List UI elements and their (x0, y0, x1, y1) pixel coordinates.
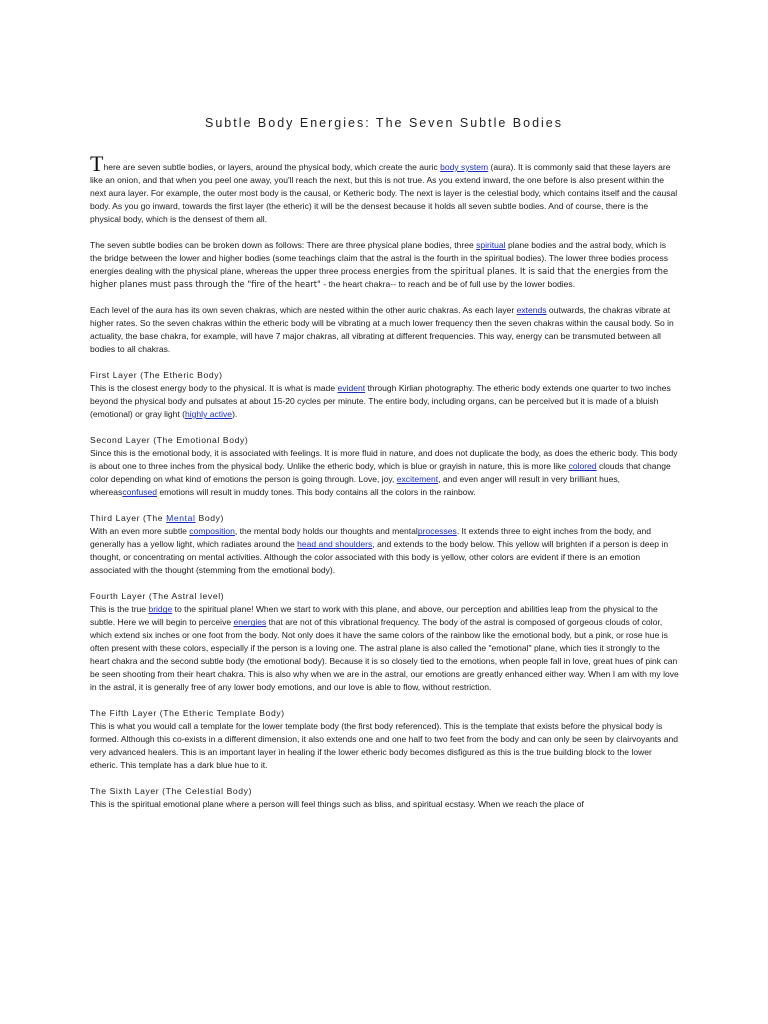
section-text: With an even more subtle composition, the mental body holds our thoughts and mentalprocesses. It extends three to eight inches from the body, and generally has a yellow light, which radiates around the head and shoulders, and extends to the body below. This yellow will brighten if a person is deep in thought, or concentrating on mental activities. Although the color associated with this body is yellow, other colors are evident if there is an emotion associated with the thought (stemming from the emotional body). (90, 526, 669, 576)
page-title: Subtle Body Energies: The Seven Subtle Bodies (205, 116, 563, 130)
section-third-layer (90, 512, 680, 577)
link-highly-active[interactable]: highly active (185, 409, 233, 419)
intro-paragraph: There are seven subtle bodies, or layers, around the physical body, which create the auric body system (aura). It is commonly said that these layers are like an onion, and that when you peel one away, you'll reach the next, but this is not true. As you extend inward, the one before is also present within the next aura layer. For example, the outer most body is the causal, or Ketheric body. The next is layer is the celestial body, which contains itself and the causal body. As you go inward, towards the first layer (the etheric) it will be the densest because it holds all seven subtle bodies. And of course, there is the physical body, which is the densest of them all. (90, 151, 678, 224)
link-head-and-shoulders[interactable]: head and shoulders (297, 539, 373, 550)
link-spiritual[interactable]: spiritual (476, 240, 506, 251)
link-processes[interactable]: processes (417, 526, 457, 537)
section-heading: The Sixth Layer (The Celestial Body) (90, 786, 253, 797)
link-body-system[interactable]: body system (440, 162, 489, 172)
section-heading: The Fifth Layer (The Etheric Template Body) (90, 708, 285, 719)
section-text: This is the true bridge to the spiritual plane! When we start to work with this plane, and above, our perception and abilities leap from the physical to the subtle. Here we will begin to perceive energies that are not of this vibrational frequency. The body of the astral is composed of gorgeous clouds of color, which extend six inches or one foot from the body. Not only does it have the same colors of the rainbow like the emotional body, but a pink, or rose hue is often present with these colors, especially if the person is a loving one. The astral plane is also called the "emotional" plane, which ties it strongly to the heart chakra and the second subtle body (the emotional body). Because it is so closely tied to the emotions, when people fall in love, great hues of pink can be seen shooting from their heart chakra. This is also why when we are in the astral, our emotions are greatly enhanced either way. When I am with my love in the astral, it is generally free of any lower body emotions, and our love is able to flow, without restriction. (90, 604, 679, 692)
section-sixth-layer (90, 785, 680, 811)
drop-cap: T (90, 151, 104, 176)
link-evident[interactable]: evident (337, 383, 366, 394)
link-mental[interactable]: Mental (166, 513, 196, 524)
section-fifth-layer (90, 707, 680, 772)
link-confused[interactable]: confused (122, 487, 158, 498)
paragraph-subtle-bodies-breakdown: The seven subtle bodies can be broken down as follows: There are three physical plane bodies, three spiritual plane bodies and the astral body, which is the bridge between the lower and higher bodies (some teachings claim that the astral is the fourth in the spiritual bodies). The lower three bodies process energies dealing with the physical plane, whereas the upper three process energies from the spiritual planes. It is said that the energies from the higher planes must pass through the "fire of the heart" - the heart chakra-- to reach and be of full use by the lower bodies. (90, 240, 669, 289)
paragraph-chakras: Each level of the aura has its own seven chakras, which are nested within the other auric chakras. As each layer extends outwards, the chakras vibrate at higher rates. So the seven chakras within the etheric body will be vibrating at a much lower frequency then the seven chakras within the causal body. So in actuality, the base chakra, for example, will have 7 major chakras, all vibrating at different frequencies. This way, energy can be transmuted between all bodies to all chakras. (90, 305, 674, 354)
section-fourth-layer (90, 590, 680, 693)
section-first-layer (90, 369, 680, 421)
highlighted-text: energies from the spiritual planes. It is said that the energies from the higher planes must pass through the "fire of the heart" (90, 265, 669, 289)
section-text: This is what you would call a template for the lower template body (the first body referenced). This is the template that exists before the physical body is formed. Although this co-exists in a different dimension, it also extends one and one half to two feet from the body and can only be seen by clairvoyants and very advanced healers. This is an important layer in healing if the lower etheric body becomes disfigured as this is the true building block to the lower etheric. This template has a dark blue hue to it. (90, 721, 679, 770)
link-extends[interactable]: extends (516, 305, 547, 316)
link-composition[interactable]: composition (189, 526, 235, 537)
article-body (90, 151, 680, 825)
section-heading: Second Layer (The Emotional Body) (90, 435, 249, 446)
link-energies[interactable]: energies (233, 617, 267, 628)
section-heading: First Layer (The Etheric Body) (90, 370, 223, 381)
section-heading: Third Layer (The Mental Body) (90, 513, 224, 524)
section-text: This is the closest energy body to the physical. It is what is made evident through Kirlian photography. The etheric body extends one quarter to two inches beyond the physical body and pulsates at about 15-20 cycles per minute. The entire body, including organs, can be perceived but it is made of a bluish (emotional) or gray light (highly active). (90, 383, 671, 419)
link-colored[interactable]: colored (568, 461, 597, 472)
link-excitement[interactable]: excitement (396, 474, 439, 485)
section-text: This is the spiritual emotional plane where a person will feel things such as bliss, and spiritual ecstasy. When we reach the place of (90, 799, 584, 810)
section-heading: Fourth Layer (The Astral level) (90, 591, 225, 602)
section-text: Since this is the emotional body, it is associated with feelings. It is more fluid in nature, and does not duplicate the body, as does the etheric body. This body is about one to three inches from the physical body. Unlike the etheric body, which is blue or grayish in nature, this is more like colored clouds that change color depending on what kind of emotions the person is going through. Love, joy, excitement, and even anger will result in very brilliant hues, whereasconfused emotions will result in muddy tones. This body contains all the colors in the rainbow. (90, 448, 678, 498)
link-bridge[interactable]: bridge (148, 604, 173, 615)
section-second-layer (90, 434, 680, 499)
